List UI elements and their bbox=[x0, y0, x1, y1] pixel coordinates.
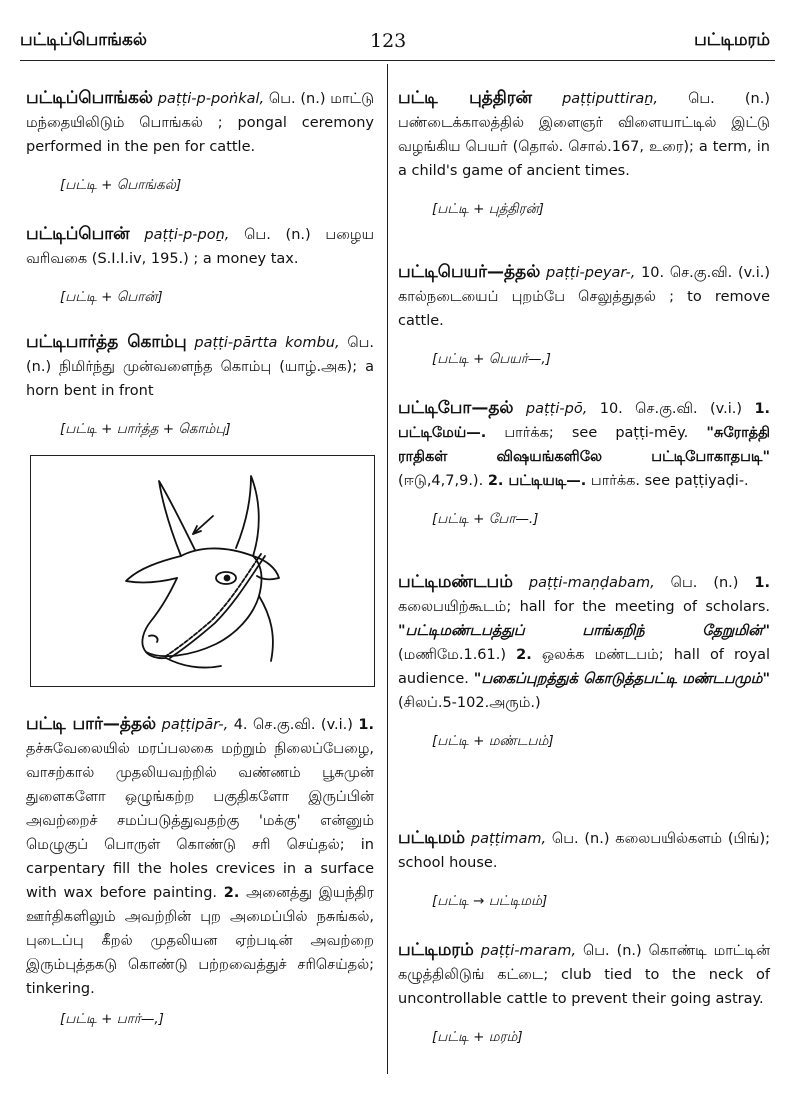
headword: பட்டி புத்திரன் bbox=[398, 88, 533, 108]
entry-patti-parttal bbox=[26, 712, 374, 1031]
headword: பட்டிப்பொன் bbox=[26, 224, 130, 244]
entry-pattimam bbox=[398, 826, 770, 913]
etymology: [பட்டி + மண்டபம்] bbox=[432, 733, 554, 749]
entry-patti-puttiran bbox=[398, 86, 770, 221]
illustration-bull-horn bbox=[30, 455, 375, 687]
sense-number: 2. bbox=[516, 647, 532, 663]
left-horn bbox=[159, 481, 195, 556]
headword: பட்டிபெயர்—த்தல் bbox=[398, 262, 541, 282]
transliteration: paṭṭi-p-poṅkal, bbox=[157, 91, 265, 107]
etymology: [பட்டி + பொன்] bbox=[60, 289, 163, 305]
definition: பார்க்க; see paṭṭi-mēy. bbox=[504, 425, 689, 441]
sense-number: 1. bbox=[754, 575, 771, 591]
entry-patti-peyarttal bbox=[398, 260, 770, 371]
definition: கலைபயிற்கூடம்; hall for the meeting of scholars. bbox=[398, 599, 770, 615]
definition: (v.i.) கால்நடையைப் புறம்பே செலுத்துதல் ; to remove cattle. bbox=[398, 265, 771, 329]
page-header bbox=[0, 26, 800, 56]
headword: பட்டிபோ—தல் bbox=[398, 398, 514, 418]
pointer-arrow bbox=[193, 516, 213, 534]
grammar-label: பெ. (n.) bbox=[670, 575, 739, 591]
headword: பட்டிமண்டபம் bbox=[398, 572, 513, 592]
citation: (சிலப்.5-102.அரும்.) bbox=[398, 695, 541, 711]
definition: பார்க்க. see paṭṭiyaḍi-. bbox=[590, 473, 749, 489]
transliteration: paṭṭi-maṇḍabam, bbox=[528, 575, 655, 591]
bull-head-drawing bbox=[31, 456, 376, 688]
sense-number: 1. பட்டிமேய்—. bbox=[398, 401, 771, 441]
grammar-label: 10. செ.கு.வி. bbox=[641, 265, 733, 281]
definition: பழைய வரிவகை (S.I.I.iv, 195.) ; a money tax. bbox=[26, 227, 375, 267]
citation: (ஈடு,4,7,9.). bbox=[398, 473, 484, 489]
grammar-label: 10. செ.கு.வி. (v.i.) bbox=[599, 401, 743, 417]
transliteration: paṭṭi-pārtta kombu, bbox=[194, 335, 340, 351]
etymology: [பட்டி + பொங்கல்] bbox=[60, 177, 182, 193]
quotation: "பட்டிமண்டபத்துப் பாங்கறிந் தேறுமின்" bbox=[398, 623, 770, 639]
sense-number: 2. பட்டியடி—. bbox=[487, 473, 587, 489]
grammar-label: பெ. (n.) bbox=[26, 335, 374, 375]
entry-pattiparta-kombu bbox=[26, 330, 374, 441]
headword: பட்டிமரம் bbox=[398, 940, 474, 960]
definition: ஒலக்க மண்டபம்; hall of royal audience. bbox=[398, 647, 771, 687]
running-head-left: பட்டிப்பொங்கல் bbox=[20, 30, 148, 50]
headword: பட்டிப்பொங்கல் bbox=[26, 88, 154, 108]
transliteration: paṭṭipār-, bbox=[161, 717, 229, 733]
grammar-label: பெ. (n.) bbox=[268, 91, 326, 107]
right-horn bbox=[236, 476, 259, 556]
etymology: [பட்டி + புத்திரன்] bbox=[432, 201, 544, 217]
citation: (மணிமே.1.61.) bbox=[398, 647, 507, 663]
transliteration: paṭṭi-peyar-, bbox=[546, 265, 636, 281]
running-head-right: பட்டிமரம் bbox=[694, 30, 770, 50]
etymology: [பட்டி + பார்த்த + கொம்பு] bbox=[60, 421, 231, 437]
sense-number: 1. bbox=[358, 717, 375, 733]
definition: பண்டைக்காலத்தில் இளைஞர் விளையாட்டில் இட்டு வழங்கிய பெயர் (தொல். சொல்.167, உரை); a term, in a child's game of ancient times. bbox=[398, 115, 770, 179]
etymology: [பட்டி + பெயர்—,] bbox=[432, 351, 551, 367]
definition: மாட்டு மந்தையிலிடும் பொங்கல் ; pongal ceremony performed in the pen for cattle. bbox=[26, 91, 375, 155]
headword: பட்டி பார்—த்தல் bbox=[26, 714, 157, 734]
sense-number: 2. bbox=[223, 885, 240, 901]
headword: பட்டிமம் bbox=[398, 828, 466, 848]
quotation: "பகைப்புறத்துக் கொடுத்தபட்டி மண்டபமும்" bbox=[473, 671, 771, 687]
entry-patti-maram bbox=[398, 938, 770, 1049]
entry-patti-pon bbox=[26, 222, 374, 309]
grammar-label: 4. செ.கு.வி. (v.i.) bbox=[233, 717, 353, 733]
transliteration: paṭṭiputtiraṉ, bbox=[562, 91, 659, 107]
definition: அனைத்து இயந்திர ஊர்திகளிலும் அவற்றின் புற அமைப்பில் நசுங்கல், புடைப்பு கீறல் முதலியன ஏற்படின் அவற்றை இரும்புத்தகடு கொண்டு பற்றவைத்துச் சரிசெய்தல்; tinkering. bbox=[26, 885, 374, 997]
etymology: [பட்டி + போ—.] bbox=[432, 511, 539, 527]
header-rule bbox=[20, 60, 775, 61]
column-divider bbox=[387, 64, 388, 1074]
grammar-label: பெ. (n.) bbox=[551, 831, 610, 847]
entry-patti-potal bbox=[398, 396, 770, 531]
etymology: [பட்டி + பார்—,] bbox=[60, 1011, 164, 1027]
headword: பட்டிபார்த்த கொம்பு bbox=[26, 332, 187, 352]
grammar-label: பெ. (n.) bbox=[688, 91, 770, 107]
quotation: "சுரோத்தி ராதிகள் விஷயங்களிலே பட்டிபோகாதபடி" bbox=[398, 425, 771, 465]
etymology: [பட்டி + மரம்] bbox=[432, 1029, 523, 1045]
transliteration: paṭṭi-pō, bbox=[525, 401, 588, 417]
entry-patti-mandabam bbox=[398, 570, 770, 753]
definition: கொண்டி மாட்டின் கழுத்திலிடுங் கட்டை; club tied to the neck of uncontrollable cattle to prevent their going astray. bbox=[398, 943, 771, 1007]
page-number: 123 bbox=[370, 30, 407, 52]
grammar-label: பெ. (n.) bbox=[244, 227, 311, 243]
transliteration: paṭṭi-maram, bbox=[480, 943, 577, 959]
transliteration: paṭṭi-p-poṉ, bbox=[144, 227, 230, 243]
etymology: [பட்டி → பட்டிமம்] bbox=[432, 893, 548, 909]
definition: நிமிர்ந்து முன்வளைந்த கொம்பு (யாழ்.அக); a horn bent in front bbox=[26, 359, 375, 399]
transliteration: paṭṭimam, bbox=[470, 831, 547, 847]
grammar-label: பெ. (n.) bbox=[582, 943, 642, 959]
definition: தச்சுவேலையில் மரப்பலகை மற்றும் நிலைப்பேழை, வாசற்கால் முதலியவற்றில் வண்ணம் பூசுமுன் துளைகளோ ஒழுங்கற்ற பகுதிகளோ இருப்பின் அவற்றைச் சமப்படுத்துவதற்கு 'மக்கு' என்னும் மெழுகுப் பொருள் கொண்டு சரி செய்தல்; in carpentary fill the holes crevices in a surface with wax before painting. bbox=[26, 741, 374, 901]
entry-patti-pongal bbox=[26, 86, 374, 197]
definition: கலைபயில்களம் (பிங்); school house. bbox=[398, 831, 770, 871]
